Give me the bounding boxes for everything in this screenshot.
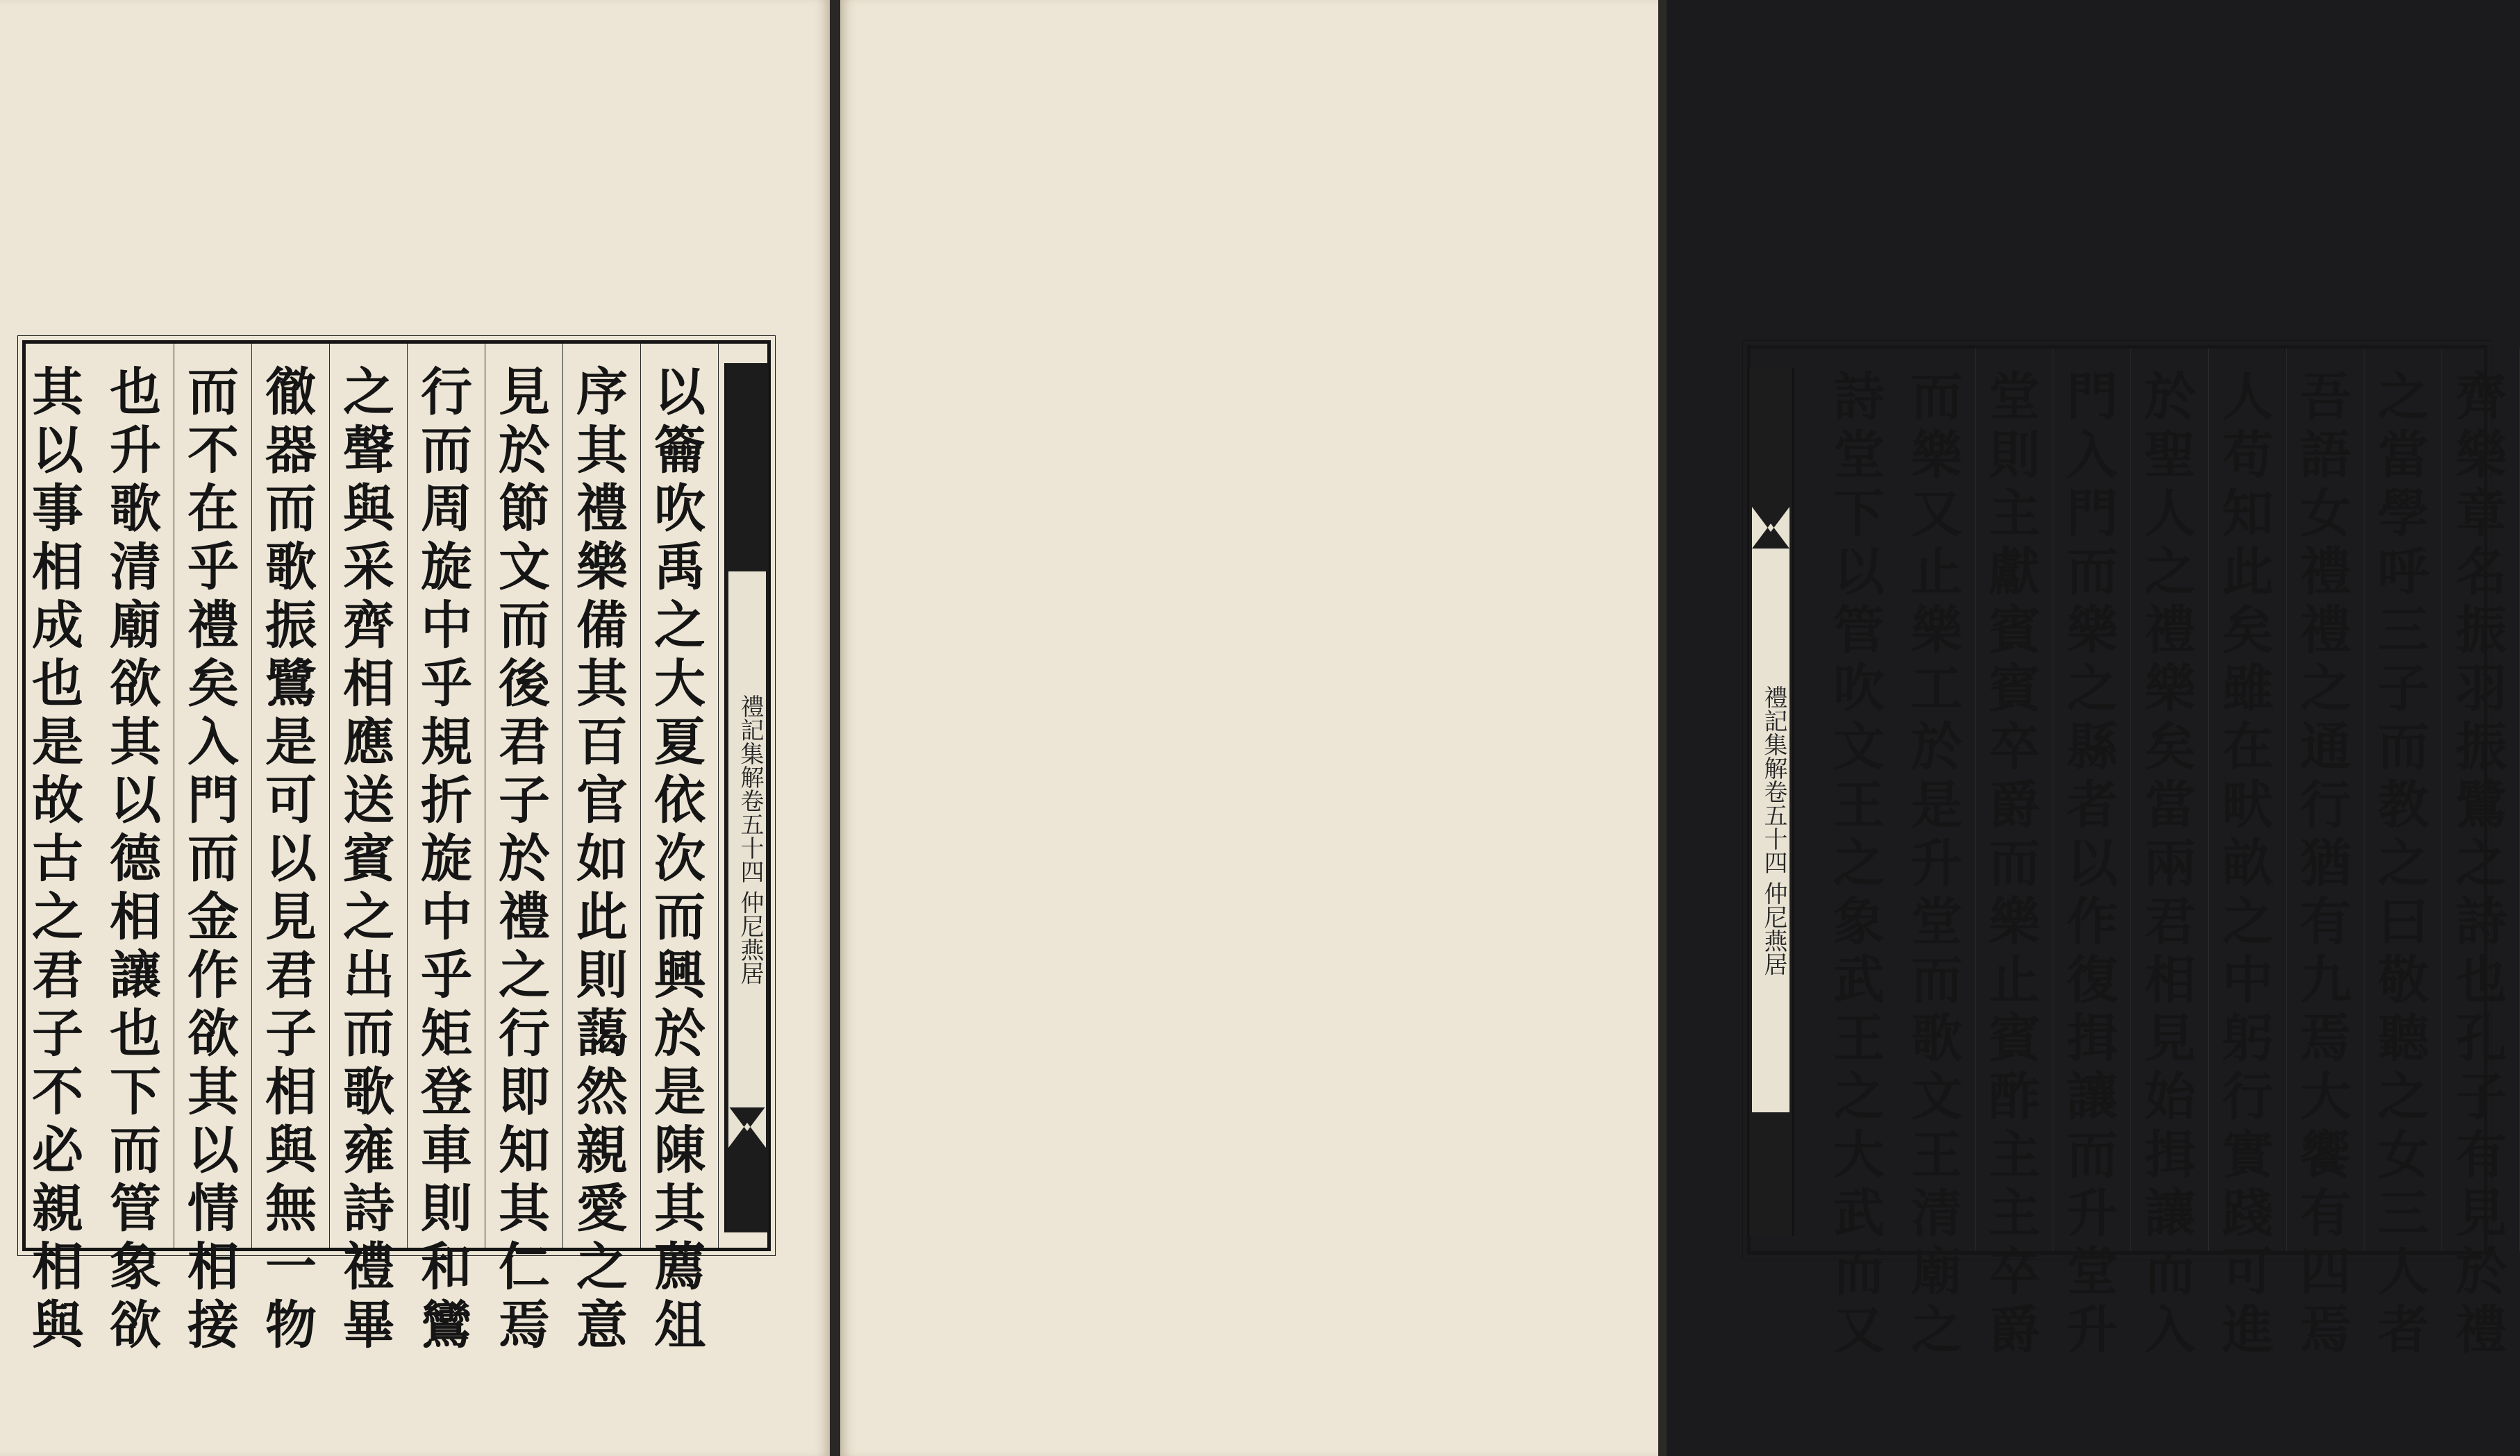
right-fore-edge-margin xyxy=(1748,368,1794,1236)
text-column: 其 以 事 相 成 也 是 故 古 之 君 子 不 必 親 相 與 xyxy=(32,362,83,1355)
left-margin-title: 禮記集解卷五十四 仲尼燕居 xyxy=(728,571,766,1107)
left-text-block xyxy=(22,340,771,1355)
text-column: 序 其 禮 樂 備 其 百 官 如 此 則 藹 然 親 愛 之 意 xyxy=(565,363,640,1232)
text-column: 之 聲 與 采 齊 相 應 送 賓 之 出 而 歌 雍 詩 禮 畢 xyxy=(331,363,406,1232)
text-column: 門 入 門 而 樂 之 縣 者 以 作 復 揖 讓 而 升 堂 升 xyxy=(2055,368,2130,1236)
text-column: 而 不 在 乎 禮 矣 入 門 而 金 作 欲 其 以 情 相 接 xyxy=(176,363,251,1232)
book-gutter xyxy=(830,0,840,1456)
left-fore-edge-margin xyxy=(724,363,770,1232)
text-column: 人 苟 知 此 矣 雖 在 畎 畝 之 中 躬 行 實 踐 可 進 xyxy=(2210,368,2285,1236)
text-column: 於 聖 人 之 禮 樂 矣 當 兩 君 相 見 始 揖 讓 而 入 xyxy=(2133,368,2208,1236)
text-column: 以 籥 吹 禹 之 大 夏 依 次 而 興 於 是 陳 其 薦 俎 xyxy=(642,363,717,1232)
right-margin-title: 禮記集解卷五十四 仲尼燕居 xyxy=(1752,549,1789,1112)
text-column: 齊 樂 章 名 振 羽 振 鷺 之 詩 也 孔 子 有 見 於 禮 xyxy=(2444,368,2519,1236)
text-column: 也 升 歌 清 廟 欲 其 以 德 相 讓 也 下 而 管 象 欲 xyxy=(98,363,173,1232)
text-column: 詩 堂 下 以 管 吹 文 王 之 象 武 王 之 大 武 而 又 xyxy=(1833,367,1885,1360)
text-column: 之 當 學 呼 三 子 而 教 之 曰 敬 聽 之 女 三 人 者 xyxy=(2366,368,2441,1236)
right-text-block xyxy=(1747,345,2507,1360)
text-column: 見 於 節 文 而 後 君 子 於 禮 之 行 即 知 其 仁 焉 xyxy=(487,363,562,1232)
right-page xyxy=(840,0,2507,1456)
text-column: 堂 則 主 獻 賓 賓 卒 爵 而 樂 止 賓 酢 主 主 卒 爵 xyxy=(1977,368,2052,1236)
text-column: 而 樂 又 止 樂 工 於 是 升 堂 而 歌 文 王 清 廟 之 xyxy=(1899,368,1974,1236)
text-column: 吾 語 女 禮 禮 之 通 行 猶 有 九 焉 大 饗 有 四 焉 xyxy=(2288,368,2363,1236)
fish-tail-ornament xyxy=(728,1106,766,1148)
text-column: 行 而 周 旋 中 乎 規 折 旋 中 乎 矩 登 車 則 和 鸞 xyxy=(409,363,484,1232)
cover-edge xyxy=(1658,0,1667,1456)
left-page xyxy=(0,0,830,1456)
text-column: 徹 器 而 歌 振 鷺 是 可 以 見 君 子 相 與 無 一 物 xyxy=(253,363,328,1232)
fish-tail-ornament xyxy=(1752,507,1789,549)
